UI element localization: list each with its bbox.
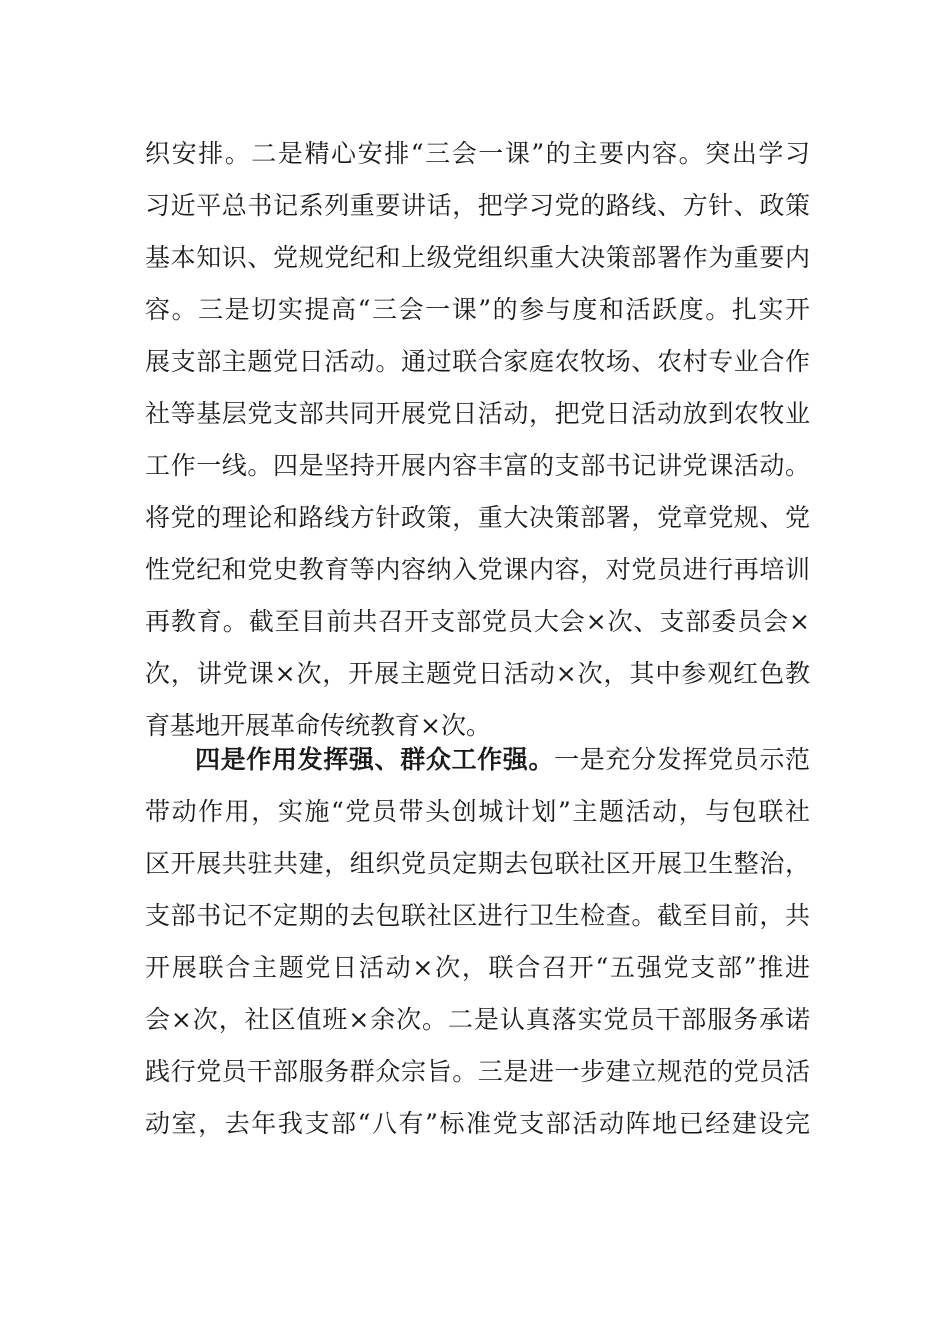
text-line: 展支部主题党日活动。通过联合家庭农牧场、农村专业合作 — [145, 347, 810, 376]
paragraph-2 — [145, 734, 810, 1150]
text-line: 再教育。截至目前共召开支部党员大会×次、支部委员会× — [145, 607, 810, 636]
text-line: 习近平总书记系列重要讲话，把学习党的路线、方针、政策 — [145, 191, 810, 220]
text-line: 带动作用，实施“党员带头创城计划”主题活动，与包联社 — [145, 797, 810, 826]
text-line: 育基地开展革命传统教育×次。 — [145, 711, 491, 740]
text-line: 次，讲党课×次，开展主题党日活动×次，其中参观红色教 — [145, 659, 810, 688]
text-line: 社等基层党支部共同开展党日活动，把党日活动放到农牧业 — [145, 399, 810, 428]
text-line: 织安排。二是精心安排“三会一课”的主要内容。突出学习 — [145, 139, 810, 168]
text-line: 区开展共驻共建，组织党员定期去包联社区开展卫生整治， — [145, 849, 810, 878]
text-line: 动室，去年我支部“八有”标准党支部活动阵地已经建设完 — [145, 1109, 810, 1138]
text-line: 工作一线。四是坚持开展内容丰富的支部书记讲党课活动。 — [145, 451, 810, 480]
text-run: 一是充分发挥党员示范 — [554, 745, 810, 774]
text-line: 性党纪和党史教育等内容纳入党课内容，对党员进行再培训 — [145, 555, 810, 584]
text-line: 容。三是切实提高“三会一课”的参与度和活跃度。扎实开 — [145, 295, 810, 324]
text-line: 将党的理论和路线方针政策，重大决策部署，党章党规、党 — [145, 503, 810, 532]
paragraph-1 — [145, 128, 810, 752]
text-line: 践行党员干部服务群众宗旨。三是进一步建立规范的党员活 — [145, 1057, 810, 1086]
text-line: 支部书记不定期的去包联社区进行卫生检查。截至目前，共 — [145, 901, 810, 930]
paragraph-heading: 四是作用发挥强、群众工作强。 — [195, 745, 555, 774]
text-line: 会×次，社区值班×余次。二是认真落实党员干部服务承诺 — [145, 1005, 810, 1034]
text-line: 开展联合主题党日活动×次，联合召开“五强党支部”推进 — [145, 953, 810, 982]
text-line: 基本知识、党规党纪和上级党组织重大决策部署作为重要内 — [145, 243, 810, 272]
paragraph-first-line — [145, 734, 810, 786]
